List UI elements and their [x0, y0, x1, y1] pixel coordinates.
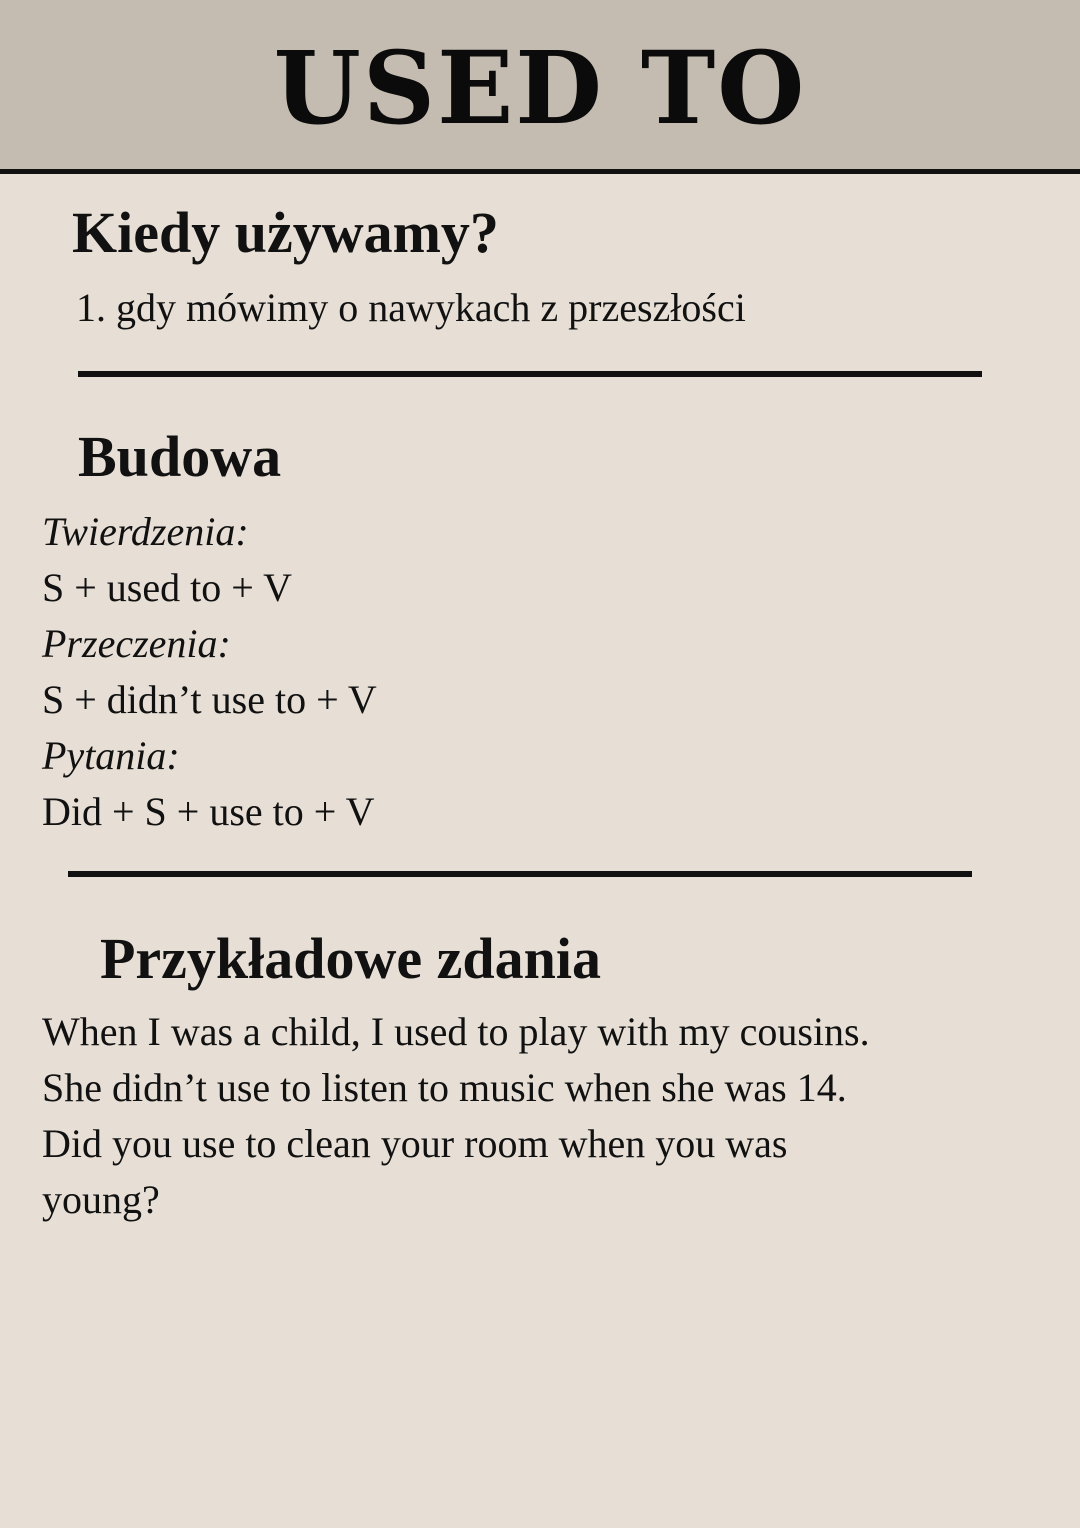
- section-heading-when: Kiedy używamy?: [72, 200, 499, 265]
- question-formula: Did + S + use to + V: [42, 789, 375, 834]
- negative-label: Przeczenia:: [42, 621, 231, 666]
- negative-formula: S + didn’t use to + V: [42, 677, 377, 722]
- example-sentence: young?: [42, 1177, 160, 1222]
- example-sentence: She didn’t use to listen to music when she was 14.: [42, 1065, 847, 1110]
- question-label: Pytania:: [42, 733, 180, 778]
- example-sentence: When I was a child, I used to play with my cousins.: [42, 1009, 870, 1054]
- section-heading-structure: Budowa: [78, 424, 282, 489]
- section-divider-2: [68, 871, 972, 877]
- usage-item-1: 1. gdy mówimy o nawykach z przeszłości: [76, 285, 746, 330]
- banner-divider: [0, 169, 1080, 174]
- page-title: USED TO: [273, 29, 807, 147]
- affirmative-formula: S + used to + V: [42, 565, 292, 610]
- section-heading-examples: Przykładowe zdania: [100, 926, 602, 991]
- section-divider-1: [78, 371, 982, 377]
- affirmative-label: Twierdzenia:: [42, 509, 249, 554]
- example-sentence: Did you use to clean your room when you was: [42, 1121, 788, 1166]
